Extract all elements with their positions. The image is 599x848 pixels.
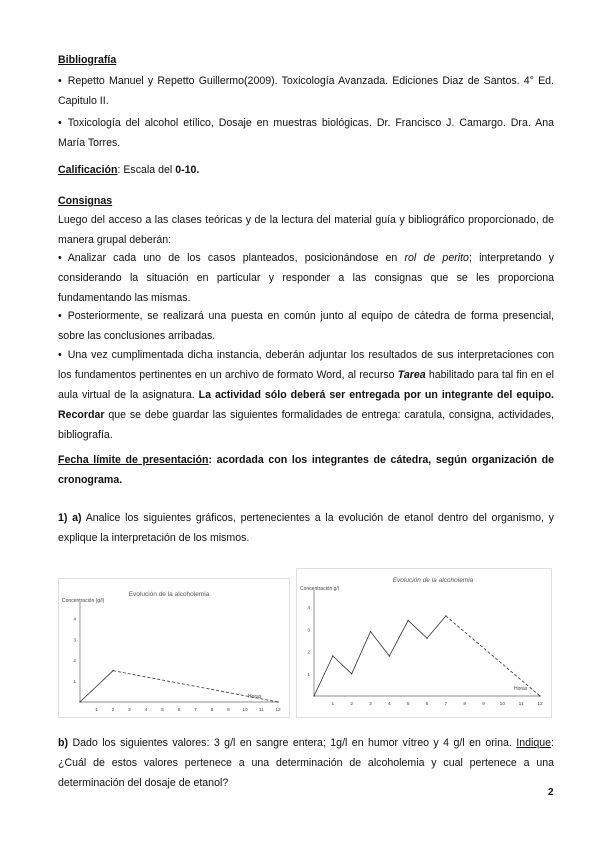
question-1a-number: 1) a)	[58, 512, 82, 524]
deadline-label: Fecha límite de presentación	[58, 454, 209, 466]
data-point	[539, 695, 540, 696]
x-axis-label: Horas	[248, 694, 262, 700]
x-tick-label: 3	[369, 702, 372, 707]
x-tick-label: 7	[444, 702, 448, 707]
data-point	[407, 620, 408, 621]
y-tick-label: 1	[73, 680, 76, 686]
x-tick-label: 9	[482, 702, 485, 707]
x-tick-label: 10	[499, 702, 506, 707]
question-1b-indique: Indique	[516, 737, 552, 749]
grading-scale: 0-10.	[175, 164, 200, 176]
y-tick-label: 2	[307, 650, 310, 656]
alcoholemia-chart-2	[296, 568, 552, 718]
x-tick-label: 10	[242, 708, 248, 713]
question-1a-text: Analice los siguientes gráficos, pertenecientes a la evolución de etanol dentro del organismo, y explique la interpretación de los mismos.	[58, 512, 554, 544]
x-tick-label: 5	[406, 702, 410, 707]
x-tick-label: 1	[95, 708, 98, 713]
y-tick-label: 1	[307, 672, 310, 678]
question-1b: b) Dado los siguientes valores: 3 g/l en sangre entera; 1g/l en humor vítreo y 4 g/l en orina. Indique: ¿Cuál de estos valores pertenece a una determinación de alcoholemia y cual pertenece a una determinación del dosaje de etanol?	[58, 737, 554, 789]
bibliography-item: • Repetto Manuel y Repetto Guillermo(2009). Toxicología Avanzada. Ediciones Diaz de Santos. 4° Ed. Capitulo II.	[58, 75, 554, 107]
instructions-bullet-3: • Una vez cumplimentada dicha instancia, deberán adjuntar los resultados de sus interpretaciones con los fundamentos pertinentes en un archivo de formato Word, al recurso Tarea habilitado para tal fin en el aula virtual de la asignatura. La actividad sólo deberá ser entregada por un integrante del equipo. Recordar que se debe guardar las siguientes formalidades de entrega: caratula, consigna, actividades, bibliografía.	[58, 349, 554, 441]
x-tick-label: 4	[387, 702, 391, 707]
x-tick-label: 8	[210, 708, 214, 713]
question-1a	[58, 508, 554, 548]
x-tick-label: 2	[350, 702, 354, 707]
y-tick-label: 4	[307, 606, 310, 612]
x-tick-label: 3	[128, 708, 131, 713]
instructions-heading: Consignas	[58, 195, 113, 207]
data-point	[79, 701, 80, 702]
data-point	[370, 631, 371, 632]
instructions-bullet-2: • Posteriormente, se realizará una puesta en común junto al equipo de cátedra de forma presencial, sobre las conclusiones arribadas.	[58, 310, 554, 342]
x-tick-label: 11	[518, 702, 524, 707]
instructions-bullet-1: • Analizar cada uno de los casos planteados, posicionándose en rol de perito; interpretando y considerando la situación en particular y responder a las consignas que se les proporciona fundamentando las mismas.	[58, 252, 554, 304]
bullet-icon: •	[58, 117, 62, 129]
page-number: 2	[548, 787, 554, 798]
data-point	[112, 670, 113, 671]
x-axis-label: Horas	[514, 686, 528, 692]
x-tick-label: 7	[194, 708, 197, 713]
grading-text: : Escala del	[117, 164, 176, 176]
x-tick-label: 4	[144, 708, 148, 713]
chart-title: Evolución de la alcoholemia	[392, 577, 474, 584]
data-point	[277, 701, 278, 702]
x-tick-label: 12	[537, 702, 543, 707]
bullet-icon: •	[58, 310, 62, 322]
y-axis-label: Concentración (g/l)	[62, 598, 105, 604]
y-tick-label: 3	[307, 628, 310, 634]
data-point	[351, 673, 352, 674]
alcoholemia-chart-1	[58, 578, 290, 718]
grading-line	[58, 160, 199, 180]
x-tick-label: 11	[259, 708, 264, 713]
grading-label: Calificación	[58, 164, 118, 176]
x-tick-label: 6	[177, 708, 181, 713]
bullet-icon: •	[58, 75, 62, 87]
deadline-line	[58, 450, 554, 490]
y-tick-label: 3	[73, 638, 76, 644]
chart-title: Evolución de la alcoholemia	[128, 591, 210, 598]
bullet-icon: •	[58, 252, 62, 264]
data-point	[313, 695, 314, 696]
bibliography-heading: Bibliografía	[58, 54, 117, 66]
question-1b-number: b)	[58, 737, 68, 749]
data-point	[426, 638, 427, 639]
y-axis-label: Concentración g/l	[300, 586, 339, 592]
bullet-icon: •	[58, 349, 62, 361]
deadline-text: : acordada con los integrantes de cátedra, según organización de cronograma.	[58, 454, 554, 486]
data-point	[389, 655, 390, 656]
x-tick-label: 8	[463, 702, 467, 707]
instructions-intro: Luego del acceso a las clases teóricas y de la lectura del material guía y bibliográfico proporcionado, de manera grupal deberán:	[58, 214, 554, 246]
bibliography-item: • Toxicología del alcohol etílico, Dosaje en muestras biológicas. Dr. Francisco J. Camargo. Dra. Ana María Torres.	[58, 117, 554, 149]
x-tick-label: 12	[275, 708, 281, 713]
x-tick-label: 9	[227, 708, 230, 713]
x-tick-label: 5	[161, 708, 164, 713]
x-tick-label: 1	[331, 702, 335, 707]
y-tick-label: 2	[73, 659, 76, 665]
data-point	[445, 615, 446, 616]
data-point	[332, 655, 333, 656]
y-tick-label: 4	[73, 617, 76, 623]
x-tick-label: 6	[425, 702, 429, 707]
x-tick-label: 2	[111, 708, 115, 713]
